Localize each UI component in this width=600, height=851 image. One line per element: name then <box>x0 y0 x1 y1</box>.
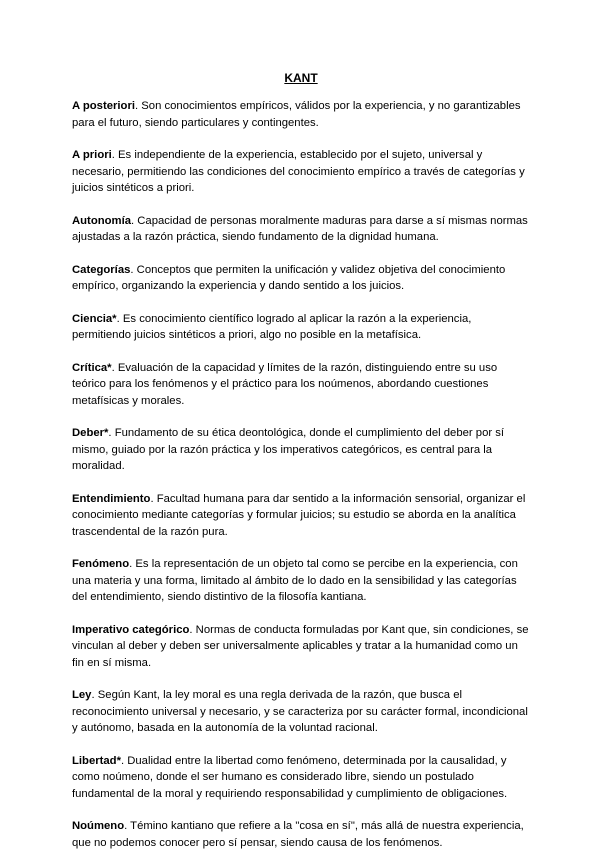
entry-definition: . Capacidad de personas moralmente maduras para darse a sí mismas normas ajustadas a la razón práctica, siendo fundamento de la dignidad humana. <box>72 214 528 243</box>
entry-definition: . Es independiente de la experiencia, establecido por el sujeto, universal y necesario, permitiendo las condiciones del conocimiento empírico a través de categorías y juicios sintéticos a priori. <box>72 149 525 194</box>
glossary-entry <box>72 556 530 606</box>
glossary-entry <box>72 753 530 803</box>
entry-term: Autonomía <box>72 214 131 227</box>
entry-definition: . Témino kantiano que refiere a la "cosa en sí", más allá de nuestra experiencia, que no podemos conocer pero sí pensar, siendo causa de los fenómenos. <box>72 820 524 849</box>
glossary-entry <box>72 311 530 344</box>
entry-term: Crítica* <box>72 361 112 374</box>
glossary-entry <box>72 98 530 131</box>
entry-definition: . Conceptos que permiten la unificación y validez objetiva del conocimiento empírico, organizando la experiencia y dando sentido a los juicios. <box>72 263 506 292</box>
entry-definition: . Normas de conducta formuladas por Kant que, sin condiciones, se vinculan al deber y deben ser universalmente aplicables y tratar a la humanidad como un fin en sí misma. <box>72 623 529 669</box>
entry-definition: . Es conocimiento científico logrado al aplicar la razón a la experiencia, permitiendo juicios sintéticos a priori, algo no posible en la metafísica. <box>72 312 472 341</box>
entry-definition: . Es la representación de un objeto tal como se percibe en la experiencia, con una materia y una forma, limitado al ámbito de lo dado en la sensibilidad y las categorías del entendimiento, siendo distintivo de la filosofía kantiana. <box>72 558 518 603</box>
entry-definition: . Según Kant, la ley moral es una regla derivada de la razón, que busca el reconocimiento universal y necesario, y se caracteriza por su carácter formal, incondicional y autónomo, basada en la autonomía de la voluntad racional. <box>72 689 528 734</box>
entry-term: A posteriori <box>72 100 135 112</box>
glossary-entry <box>72 818 530 851</box>
glossary-entry <box>72 622 530 672</box>
glossary-entry <box>72 262 530 295</box>
glossary-entry <box>72 213 530 246</box>
entry-definition: . Fundamento de su ética deontológica, donde el cumplimiento del deber por sí mismo, guiado por la razón práctica y los imperativos categóricos, es central para la moralidad. <box>72 427 505 472</box>
entry-definition: . Evaluación de la capacidad y límites de la razón, distinguiendo entre su uso teórico para los fenómenos y el práctico para los noúmenos, abordando cuestiones metafísicas y morales. <box>72 361 498 407</box>
entry-definition: . Dualidad entre la libertad como fenómeno, determinada por la causalidad, y como noúmeno, donde el ser humano es considerado libre, siendo un postulado fundamental de la moral y requiriendo responsabilidad y cumplimiento de obligaciones. <box>72 754 508 800</box>
entry-term: Categorías <box>72 263 131 276</box>
entry-definition: . Facultad humana para dar sentido a la información sensorial, organizar el conocimiento mediante categorías y formular juicios; su estudio se aborda en la analítica trascendental de la razón pura. <box>72 492 526 538</box>
entry-term: Ley <box>72 689 92 701</box>
entry-term: Imperativo categórico <box>72 623 190 636</box>
entry-term: Libertad* <box>72 754 121 767</box>
document-title: KANT <box>284 71 318 85</box>
entry-term: Ciencia* <box>72 312 117 325</box>
entry-term: Noúmeno <box>72 820 125 832</box>
glossary-entry <box>72 147 530 197</box>
entry-term: A priori <box>72 149 112 161</box>
glossary-entry <box>72 425 530 475</box>
glossary-entry <box>72 360 530 410</box>
glossary-entry <box>72 491 530 541</box>
entry-term: Fenómeno <box>72 558 130 570</box>
glossary-entry <box>72 687 530 737</box>
entry-definition: . Son conocimientos empíricos, válidos por la experiencia, y no garantizables para el futuro, siendo particulares y contingentes. <box>72 100 521 129</box>
entry-term: Entendimiento <box>72 492 151 505</box>
entry-term: Deber* <box>72 427 109 439</box>
